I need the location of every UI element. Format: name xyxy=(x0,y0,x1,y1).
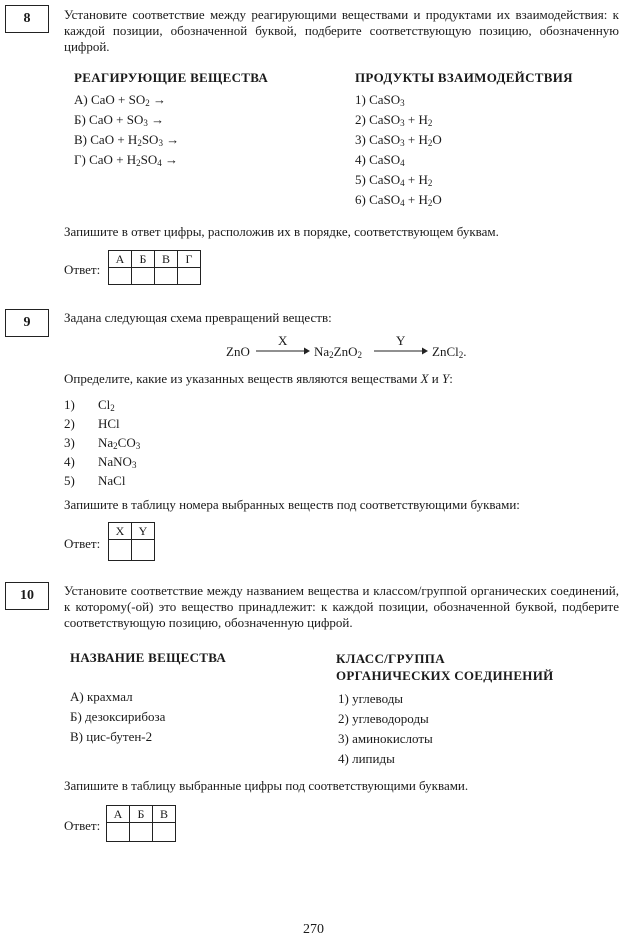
answer-header-cell: А xyxy=(109,251,132,268)
list-item: Б) дезоксирибоза xyxy=(70,709,166,724)
list-item: 4) CaSO$_4$ xyxy=(355,152,405,168)
q9-answer-table xyxy=(108,522,155,561)
answer-header-cell: А xyxy=(107,806,130,823)
scheme-label-x: X xyxy=(278,333,288,348)
list-item: 3) $Na_2CO_3$ xyxy=(64,435,141,451)
list-item: 3) аминокислоты xyxy=(338,731,433,746)
list-item: А) CaO + $SO_2$ → xyxy=(74,92,166,108)
answer-input-cell[interactable] xyxy=(107,823,130,842)
list-item: 5) CaSO$_4$ + $H_2$ xyxy=(355,172,433,188)
list-item: 1) CaSO$_3$ xyxy=(355,92,405,108)
answer-input-cell[interactable] xyxy=(132,268,155,285)
list-item: 1) $Cl_2$ xyxy=(64,397,115,413)
scheme-middle: $Na_2ZnO_2$ xyxy=(314,344,363,360)
answer-input-cell[interactable] xyxy=(153,823,176,842)
scheme-label-y: Y xyxy=(396,333,406,348)
q10-write-instruction: Запишите в таблицу выбранные цифры под соответствующими буквами. xyxy=(64,778,469,793)
answer-input-cell[interactable] xyxy=(178,268,201,285)
answer-header-cell: Г xyxy=(178,251,201,268)
q9-question: Определите, какие из указанных веществ являются веществами X и Y: xyxy=(64,371,453,386)
q9-write-instruction: Запишите в таблицу номера выбранных веществ под соответствующими буквами: xyxy=(64,497,520,512)
list-item: 2) HCl xyxy=(64,416,120,431)
q8-left-header: РЕАГИРУЮЩИЕ ВЕЩЕСТВА xyxy=(74,70,269,85)
list-item: Г) CaO + $H_2SO_4$ → xyxy=(74,152,179,168)
question-number-10: 10 xyxy=(5,582,49,610)
list-item: 4) липиды xyxy=(338,751,395,766)
list-item: 5) NaCl xyxy=(64,473,126,488)
q8-write-instruction: Запишите в ответ цифры, расположив их в порядке, соответствующем буквам. xyxy=(64,224,499,239)
answer-input-cell[interactable] xyxy=(155,268,178,285)
q9-options-list xyxy=(64,395,140,490)
answer-input-cell[interactable] xyxy=(132,540,155,561)
answer-input-cell[interactable] xyxy=(109,540,132,561)
q10-answer-label: Ответ: xyxy=(64,818,101,833)
q8-reactants-list xyxy=(74,90,179,170)
q10-right-header: КЛАСС/ГРУППА ОРГАНИЧЕСКИХ СОЕДИНЕНИЙ xyxy=(336,651,554,683)
q10-answer-table xyxy=(106,805,176,842)
list-item: В) цис-бутен-2 xyxy=(70,729,153,744)
answer-header-cell: X xyxy=(109,523,132,540)
answer-input-cell[interactable] xyxy=(109,268,132,285)
list-item: 4) NaNO$_3$ xyxy=(64,454,137,470)
list-item: А) крахмал xyxy=(70,689,133,704)
list-item: 1) углеводы xyxy=(338,691,404,706)
page-number: 270 xyxy=(303,922,324,937)
list-item: В) CaO + $H_2SO_3$ → xyxy=(74,132,180,148)
list-item: 2) CaSO$_3$ + $H_2$ xyxy=(355,112,433,128)
answer-input-cell[interactable] xyxy=(130,823,153,842)
q10-left-header: НАЗВАНИЕ ВЕЩЕСТВА xyxy=(70,650,227,665)
answer-header-cell: В xyxy=(155,251,178,268)
answer-header-cell: Y xyxy=(132,523,155,540)
q8-answer-label: Ответ: xyxy=(64,262,101,277)
list-item: Б) CaO + $SO_3$ → xyxy=(74,112,165,128)
q8-right-header: ПРОДУКТЫ ВЗАИМОДЕЙСТВИЯ xyxy=(355,70,573,85)
list-item: 3) CaSO$_3$ + $H_2O$ xyxy=(355,132,442,148)
q9-intro: Задана следующая схема превращений веществ: xyxy=(64,310,332,325)
question-number-9: 9 xyxy=(5,309,49,337)
answer-header-cell: Б xyxy=(130,806,153,823)
q10-instruction: Установите соответствие между названием вещества и классом/группой органических соединений, к которому(-ой) это вещество принадлежит: к каждой позиции, обозначенной буквой, подберите соответствующую позицию, обозначенную цифрой. xyxy=(64,583,619,630)
list-item: 2) углеводороды xyxy=(338,711,429,726)
q8-instruction: Установите соответствие между реагирующими веществами и продуктами их взаимодействия: к каждой позиции, обозначенной буквой, подберите соответствующую позицию, обозначенную цифрой. xyxy=(64,7,619,54)
question-number-8: 8 xyxy=(5,5,49,33)
answer-header-cell: В xyxy=(153,806,176,823)
list-item: 6) CaSO$_4$ + $H_2O$ xyxy=(355,192,442,208)
scheme-end: ZnCl$_2$. xyxy=(432,344,467,360)
q8-answer-table xyxy=(108,250,201,285)
q9-answer-label: Ответ: xyxy=(64,536,101,551)
q10-classes-list xyxy=(338,689,433,769)
q8-products-list xyxy=(355,90,442,210)
answer-header-cell: Б xyxy=(132,251,155,268)
scheme-start: ZnO xyxy=(226,344,250,359)
q10-substances-list xyxy=(70,687,165,747)
